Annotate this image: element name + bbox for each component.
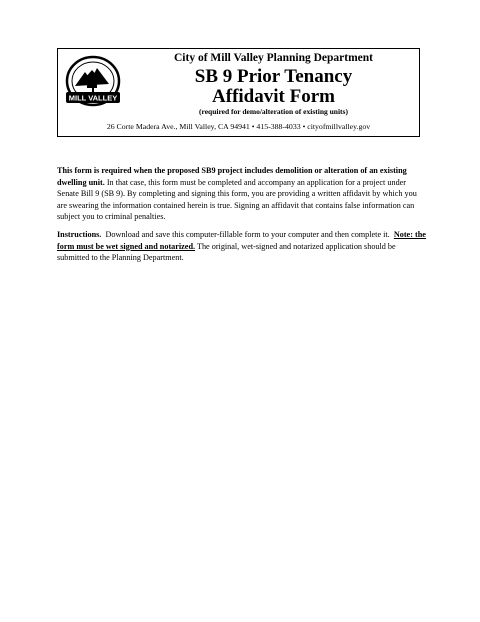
instructions-label: Instructions. [57,230,102,239]
department-name: City of Mill Valley Planning Department [173,52,373,64]
department-address: 26 Corte Madera Ave., Mill Valley, CA 94941 • 415-388-4033 • cityofmillvalley.gov [106,122,371,131]
logo-text: MILL VALLEY [68,93,118,103]
intro-paragraph [57,165,427,223]
form-header [57,48,420,137]
signature-note: Note: the form must be wet signed and notarized. [57,230,426,251]
form-title-line2: Affidavit Form [212,86,335,107]
mill-valley-logo [63,54,123,114]
intro-body: In that case, this form must be completed and accompany an application for a project under Senate Bill 9 (SB 9). By completing and signing this form, you are providing a written affidavit by which you are swearing the information contained herein is true. Signing an affidavit that contains false information can subject you to criminal penalties. [57,177,417,221]
instructions-text: Download and save this computer-fillable form to your computer and then complete it. [101,230,394,239]
form-title-line1: SB 9 Prior Tenancy [194,66,353,87]
instructions-paragraph [57,229,427,264]
form-subtitle: (required for demo/alteration of existing units) [199,107,348,116]
instructions-tail: The original, wet-signed and notarized application should be submitted to the Planning Department. [57,241,396,262]
intro-bold-lead: This form is required when the proposed SB9 project includes demolition or alteration of an existing dwelling unit. [57,166,407,187]
